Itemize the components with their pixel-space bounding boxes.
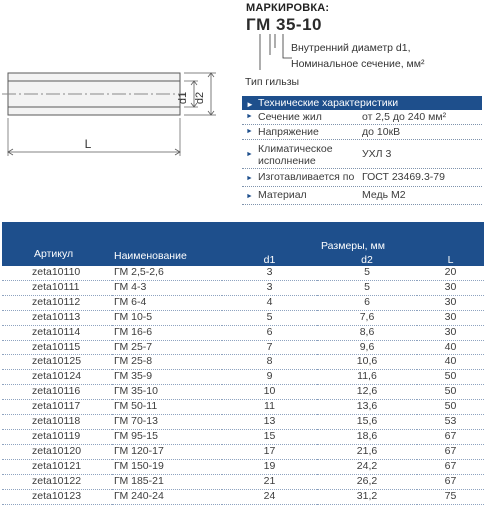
table-row — [2, 266, 484, 280]
col-header-name: Наименование — [112, 222, 222, 266]
table-row — [2, 370, 484, 385]
cell-d2: 9,6 — [317, 340, 417, 355]
cell-name: ГМ 10-5 — [112, 310, 222, 325]
cell-name: ГМ 25-8 — [112, 355, 222, 370]
cell-name: ГМ 25-7 — [112, 340, 222, 355]
cell-d2: 18,6 — [317, 429, 417, 444]
table-row — [2, 444, 484, 459]
cell-d1: 19 — [222, 459, 317, 474]
spec-key: Изготавливается по — [258, 171, 355, 183]
cell-d1: 5 — [222, 310, 317, 325]
spec-row — [242, 140, 482, 169]
spec-header — [242, 96, 482, 110]
cell-d2: 5 — [317, 266, 417, 280]
cell-l: 67 — [417, 429, 484, 444]
cell-article: zeta10121 — [2, 459, 112, 474]
marking-leader-lines — [240, 30, 300, 90]
spec-value: ГОСТ 23469.3-79 — [362, 171, 445, 183]
cell-d2: 15,6 — [317, 415, 417, 430]
cell-d2: 13,6 — [317, 400, 417, 415]
cell-article: zeta10124 — [2, 370, 112, 385]
spec-key: Климатическое исполнение — [258, 142, 333, 167]
cell-l: 75 — [417, 489, 484, 504]
spec-row — [242, 187, 482, 205]
col-header-d2: d2 — [317, 254, 417, 266]
product-table-body — [2, 266, 484, 504]
table-row — [2, 385, 484, 400]
cell-d2: 12,6 — [317, 385, 417, 400]
drawing-label-d2: d2 — [194, 91, 206, 105]
table-row — [2, 400, 484, 415]
cell-name: ГМ 240-24 — [112, 489, 222, 504]
table-row — [2, 429, 484, 444]
table-row — [2, 310, 484, 325]
cell-article: zeta10119 — [2, 429, 112, 444]
marking-note-type: Тип гильзы — [245, 76, 300, 88]
drawing-label-l: L — [84, 137, 92, 151]
cell-d1: 4 — [222, 295, 317, 310]
cell-l: 50 — [417, 370, 484, 385]
table-row — [2, 415, 484, 430]
cell-name: ГМ 35-10 — [112, 385, 222, 400]
product-table — [2, 222, 484, 505]
spec-key: Материал — [258, 189, 307, 201]
cell-d2: 24,2 — [317, 459, 417, 474]
cell-name: ГМ 50-11 — [112, 400, 222, 415]
spec-row-marker-icon: ► — [246, 175, 253, 182]
cell-article: zeta10116 — [2, 385, 112, 400]
col-header-l: L — [417, 254, 484, 266]
cell-name: ГМ 6-4 — [112, 295, 222, 310]
table-row — [2, 459, 484, 474]
spec-row — [242, 125, 482, 140]
table-row — [2, 340, 484, 355]
cell-l: 30 — [417, 325, 484, 340]
cell-d1: 7 — [222, 340, 317, 355]
cell-name: ГМ 70-13 — [112, 415, 222, 430]
cell-article: zeta10122 — [2, 474, 112, 489]
cell-d2: 31,2 — [317, 489, 417, 504]
col-header-article: Артикул — [2, 222, 112, 266]
cell-d2: 21,6 — [317, 444, 417, 459]
table-row — [2, 280, 484, 295]
spec-row-marker-icon: ► — [246, 128, 253, 135]
marking-note-section: Номинальное сечение, мм² — [291, 58, 425, 70]
table-row — [2, 295, 484, 310]
spec-key: Сечение жил — [258, 111, 322, 123]
cell-d1: 11 — [222, 400, 317, 415]
cell-article: zeta10111 — [2, 280, 112, 295]
cell-article: zeta10110 — [2, 266, 112, 280]
cell-d1: 9 — [222, 370, 317, 385]
spec-row — [242, 169, 482, 187]
table-row — [2, 474, 484, 489]
cell-d1: 17 — [222, 444, 317, 459]
cell-article: zeta10120 — [2, 444, 112, 459]
cell-l: 50 — [417, 400, 484, 415]
table-row — [2, 325, 484, 340]
spec-header-marker-icon: ► — [246, 100, 254, 109]
cell-d1: 3 — [222, 266, 317, 280]
cell-l: 20 — [417, 266, 484, 280]
spec-value: от 2,5 до 240 мм² — [362, 111, 447, 123]
col-header-d1: d1 — [222, 254, 317, 266]
cell-l: 30 — [417, 280, 484, 295]
cell-d2: 7,6 — [317, 310, 417, 325]
cell-article: zeta10114 — [2, 325, 112, 340]
cell-d2: 5 — [317, 280, 417, 295]
cell-name: ГМ 120-17 — [112, 444, 222, 459]
cell-d2: 8,6 — [317, 325, 417, 340]
cell-d1: 21 — [222, 474, 317, 489]
cell-d1: 13 — [222, 415, 317, 430]
cell-d1: 8 — [222, 355, 317, 370]
spec-value: Медь М2 — [362, 189, 406, 201]
cell-l: 50 — [417, 385, 484, 400]
cell-l: 67 — [417, 444, 484, 459]
spec-value: до 10кВ — [362, 126, 401, 138]
spec-key: Напряжение — [258, 126, 319, 138]
cell-name: ГМ 185-21 — [112, 474, 222, 489]
cell-d1: 3 — [222, 280, 317, 295]
spec-row — [242, 110, 482, 125]
cell-d1: 15 — [222, 429, 317, 444]
cell-l: 67 — [417, 474, 484, 489]
cell-name: ГМ 2,5-2,6 — [112, 266, 222, 280]
table-row — [2, 489, 484, 504]
drawing-label-d1: d1 — [177, 91, 189, 105]
cell-l: 40 — [417, 355, 484, 370]
cell-article: zeta10112 — [2, 295, 112, 310]
spec-title: Технические характеристики — [258, 97, 399, 109]
spec-panel — [242, 96, 482, 205]
cell-name: ГМ 150-19 — [112, 459, 222, 474]
spec-row-marker-icon: ► — [246, 113, 253, 120]
cell-article: zeta10125 — [2, 355, 112, 370]
marking-note-d1: Внутренний диаметр d1, — [291, 42, 411, 54]
cell-name: ГМ 95-15 — [112, 429, 222, 444]
cell-l: 67 — [417, 459, 484, 474]
cell-d2: 26,2 — [317, 474, 417, 489]
cell-article: zeta10118 — [2, 415, 112, 430]
cell-l: 40 — [417, 340, 484, 355]
marking-code: ГМ 35-10 — [246, 15, 323, 34]
cell-d1: 10 — [222, 385, 317, 400]
cell-d2: 10,6 — [317, 355, 417, 370]
spec-value: УХЛ 3 — [362, 148, 392, 160]
sleeve-drawing — [0, 60, 240, 170]
col-header-sizes: Размеры, мм — [222, 222, 484, 254]
cell-article: zeta10123 — [2, 489, 112, 504]
cell-l: 30 — [417, 295, 484, 310]
marking-title: МАРКИРОВКА: — [246, 2, 330, 14]
cell-l: 53 — [417, 415, 484, 430]
spec-row-marker-icon: ► — [246, 151, 253, 158]
cell-name: ГМ 16-6 — [112, 325, 222, 340]
cell-d2: 6 — [317, 295, 417, 310]
cell-l: 30 — [417, 310, 484, 325]
spec-row-marker-icon: ► — [246, 193, 253, 200]
cell-name: ГМ 4-3 — [112, 280, 222, 295]
cell-article: zeta10113 — [2, 310, 112, 325]
cell-d2: 11,6 — [317, 370, 417, 385]
cell-name: ГМ 35-9 — [112, 370, 222, 385]
cell-d1: 6 — [222, 325, 317, 340]
cell-article: zeta10117 — [2, 400, 112, 415]
cell-article: zeta10115 — [2, 340, 112, 355]
cell-d1: 24 — [222, 489, 317, 504]
table-row — [2, 355, 484, 370]
